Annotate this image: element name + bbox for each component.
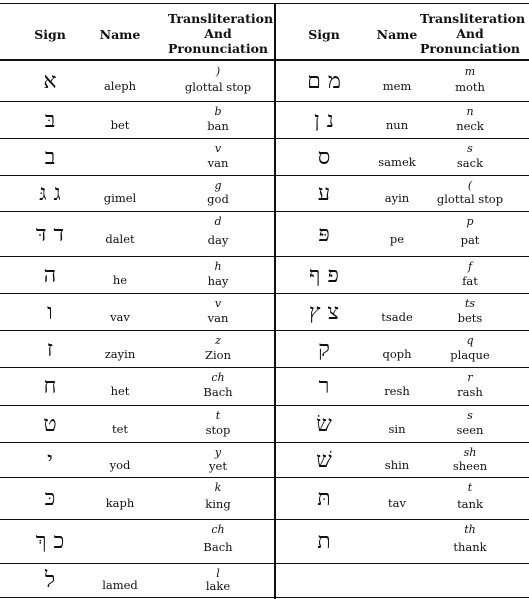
letter-name: pe — [389, 232, 405, 246]
row-divider — [276, 563, 529, 564]
transliteration: t — [467, 481, 473, 494]
header-translit-line2: And — [204, 26, 232, 41]
transliteration: l — [216, 567, 220, 580]
letter-name: gimel — [103, 191, 137, 205]
letter-name: he — [112, 273, 128, 287]
transliteration: g — [214, 179, 222, 192]
transliteration: h — [214, 260, 222, 273]
row-divider — [0, 597, 274, 598]
letter-sign: ל — [44, 568, 56, 593]
transliteration: ) — [215, 65, 221, 78]
row-divider — [0, 477, 274, 478]
header-translit-line2: And — [456, 26, 484, 41]
letter-sign: א — [43, 69, 57, 94]
transliteration: q — [466, 334, 474, 347]
letter-sign: ח — [43, 374, 57, 399]
pronunciation: yet — [209, 459, 227, 473]
letter-name: kaph — [105, 496, 135, 510]
row-divider — [276, 442, 529, 443]
pronunciation: stop — [205, 423, 231, 437]
pronunciation: glottal stop — [184, 80, 252, 94]
letter-name: shin — [384, 458, 410, 472]
row-divider — [0, 330, 274, 331]
letter-sign: כ ךְ — [35, 529, 65, 554]
pronunciation: sack — [456, 156, 484, 170]
letter-name: nun — [385, 118, 409, 132]
letter-name: het — [110, 384, 130, 398]
transliteration: ( — [467, 179, 473, 192]
row-divider — [0, 211, 274, 212]
letter-sign: פ ף — [309, 263, 339, 288]
pronunciation: tank — [457, 497, 483, 511]
letter-sign: ה — [43, 263, 57, 288]
letter-name: mem — [382, 79, 412, 93]
row-divider — [276, 367, 529, 368]
transliteration: f — [467, 260, 473, 273]
letter-sign: ד דּ — [35, 222, 65, 247]
letter-sign: ב — [44, 145, 56, 170]
row-divider — [276, 330, 529, 331]
letter-name: aleph — [103, 79, 137, 93]
row-divider — [0, 442, 274, 443]
letter-sign: ס — [317, 145, 331, 170]
letter-sign: צ ץ — [309, 300, 339, 325]
pronunciation: bets — [457, 311, 483, 325]
row-divider — [276, 405, 529, 406]
header-translit-line1: Transliteration — [420, 11, 526, 26]
row-divider — [0, 293, 274, 294]
letter-name: tet — [111, 422, 129, 436]
header-sign-left: Sign — [34, 27, 66, 42]
row-divider — [0, 405, 274, 406]
transliteration: b — [214, 105, 222, 118]
letter-sign: ע — [317, 181, 331, 206]
letter-sign: ת — [317, 529, 331, 554]
row-divider — [0, 563, 274, 564]
transliteration: ch — [211, 371, 225, 384]
transliteration: s — [467, 142, 473, 155]
letter-sign: ט — [43, 412, 57, 437]
header-bottom-rule — [0, 59, 529, 61]
row-divider — [276, 175, 529, 176]
row-divider — [0, 101, 274, 102]
row-divider — [0, 138, 274, 139]
letter-sign: ק — [318, 337, 330, 362]
transliteration: ts — [464, 297, 476, 310]
transliteration: sh — [463, 446, 477, 459]
header-translit-line3: Pronunciation — [168, 41, 268, 56]
transliteration: ch — [211, 523, 225, 536]
transliteration: s — [467, 409, 473, 422]
pronunciation: neck — [456, 119, 484, 133]
letter-name: sin — [388, 422, 406, 436]
letter-sign: ג גּ — [39, 181, 61, 206]
header-name-right: Name — [376, 27, 418, 42]
letter-name: resh — [384, 384, 410, 398]
letter-name: vav — [110, 310, 130, 324]
transliteration: z — [215, 334, 221, 347]
letter-sign: ז — [46, 337, 54, 362]
pronunciation: van — [207, 311, 229, 325]
letter-name: qoph — [382, 347, 412, 361]
letter-sign: ו — [47, 300, 53, 325]
pronunciation: sheen — [452, 459, 488, 473]
pronunciation: glottal stop — [436, 192, 504, 206]
pronunciation: fat — [462, 274, 478, 288]
row-divider — [276, 293, 529, 294]
table-top-rule — [0, 3, 529, 4]
transliteration: th — [464, 523, 476, 536]
pronunciation: plaque — [450, 348, 490, 362]
letter-name: lamed — [102, 578, 138, 592]
row-divider — [0, 367, 274, 368]
row-divider — [276, 256, 529, 257]
header-translit-line3: Pronunciation — [420, 41, 520, 56]
transliteration: r — [467, 371, 473, 384]
transliteration: m — [464, 65, 476, 78]
letter-sign: נ ן — [314, 108, 334, 133]
letter-sign: בּ — [44, 108, 56, 133]
pronunciation: Bach — [203, 385, 233, 399]
pronunciation: rash — [457, 385, 483, 399]
transliteration: p — [466, 215, 474, 228]
letter-sign: פּ — [318, 222, 330, 247]
pronunciation: Zion — [205, 348, 231, 362]
letter-sign: תּ — [317, 486, 331, 511]
letter-name: bet — [110, 118, 130, 132]
pronunciation: seen — [456, 423, 484, 437]
letter-name: samek — [378, 155, 416, 169]
letter-sign: שׁ — [316, 448, 332, 473]
transliteration: t — [215, 409, 221, 422]
pronunciation: ban — [207, 119, 229, 133]
header-translit-right — [420, 11, 526, 56]
transliteration: y — [214, 446, 222, 459]
letter-name: zayin — [104, 347, 136, 361]
row-divider — [276, 211, 529, 212]
pronunciation: Bach — [203, 540, 233, 554]
pronunciation: thank — [453, 540, 487, 554]
row-divider — [276, 519, 529, 520]
row-divider — [0, 175, 274, 176]
letter-name: ayin — [384, 191, 410, 205]
letter-sign: שׂ — [316, 412, 332, 437]
pronunciation: king — [205, 497, 231, 511]
pronunciation: day — [207, 233, 229, 247]
letter-sign: ר — [318, 374, 330, 399]
header-sign-right: Sign — [308, 27, 340, 42]
letter-sign: כּ — [44, 486, 56, 511]
letter-sign: י — [47, 448, 53, 473]
letter-name: tav — [388, 496, 406, 510]
header-name-left: Name — [99, 27, 141, 42]
center-divider — [274, 3, 276, 599]
pronunciation: god — [207, 192, 229, 206]
row-divider — [276, 477, 529, 478]
pronunciation: van — [207, 156, 229, 170]
letter-name: yod — [109, 458, 131, 472]
pronunciation: moth — [455, 80, 485, 94]
header-translit-left — [168, 11, 274, 56]
transliteration: n — [466, 105, 474, 118]
transliteration: d — [214, 215, 222, 228]
transliteration: k — [214, 481, 222, 494]
pronunciation: pat — [460, 233, 480, 247]
table-header — [0, 0, 529, 60]
letter-sign: מ ם — [307, 69, 341, 94]
pronunciation: hay — [207, 274, 229, 288]
transliteration: v — [214, 297, 222, 310]
letter-name: tsade — [381, 310, 413, 324]
row-divider — [276, 101, 529, 102]
row-divider — [276, 138, 529, 139]
header-translit-line1: Transliteration — [168, 11, 274, 26]
transliteration: v — [214, 142, 222, 155]
row-divider — [0, 519, 274, 520]
pronunciation: lake — [205, 579, 231, 593]
letter-name: dalet — [105, 232, 135, 246]
row-divider — [0, 256, 274, 257]
